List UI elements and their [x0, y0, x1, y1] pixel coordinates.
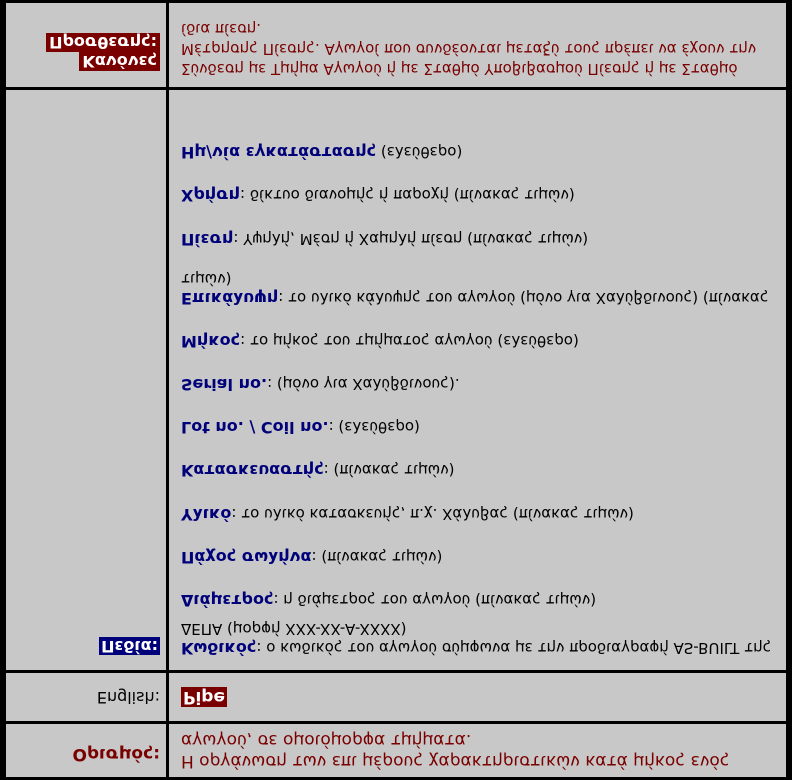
field-description: : το υλικό κατασκευής, π.χ. Χάλυβας (πίνακας τιμών): [231, 505, 634, 523]
field-item: [181, 229, 778, 249]
rules-label-cell: [6, 3, 166, 87]
english-cell: [169, 673, 786, 721]
field-item: [181, 269, 778, 308]
glossary-table: [3, 3, 789, 777]
field-name: Μήκος: [181, 332, 241, 351]
field-name: Διάμετρος: [181, 591, 274, 610]
fields-label: Πεδία:: [101, 637, 158, 656]
english-term: Pipe: [183, 687, 225, 707]
english-label: English:: [96, 688, 160, 707]
field-name: Υλικό: [181, 505, 232, 524]
rules-label-line2: Προσθεσης:: [46, 33, 160, 52]
field-description: : η διάμετρος του αγωγού (πίνακας τιμών): [273, 591, 597, 609]
field-description: : (πίνακας τιμών): [323, 461, 455, 479]
definition-label-cell: [6, 724, 166, 777]
field-item: [181, 547, 778, 567]
rules-text: Σύνδεση με Τμήμα Αγωγού ή με Σταθμό Υποβιβασμού Πίεσης ή με Σταθμό Μέτρησης Πίεσης. Αγωγοί που συνδέονται μεταξύ τους πρέπει να έχουν την ίδια πίεση.: [181, 20, 757, 78]
field-description: : το μήκος του τμήματος αγωγού (ελεύθερο): [240, 332, 579, 350]
field-name: Χρήση: [181, 186, 241, 205]
english-label-cell: [6, 673, 166, 721]
field-description: : (πίνακας τιμών): [311, 548, 443, 566]
rules-label-line1: Κανόνες: [79, 52, 160, 71]
field-name: Πίεση: [181, 230, 234, 249]
field-item: [181, 142, 778, 162]
field-item: [181, 619, 778, 658]
definition-cell: [169, 724, 786, 777]
rules-cell: [169, 3, 786, 87]
field-name: Επικάλυψη: [181, 289, 279, 308]
field-item: [181, 417, 778, 437]
field-name: Lot no. / Coil no.: [181, 418, 329, 437]
field-description: : (ελεύθερο): [328, 418, 420, 436]
field-item: [181, 331, 778, 351]
field-name: Κατασκευαστής: [181, 461, 324, 480]
field-description: : δίκτυο διανομής ή παροχή (πίνακας τιμών): [240, 186, 575, 204]
field-name: Πάχος σωλήνα: [181, 548, 312, 567]
field-description: : (μόνο για Χαλύβδινους).: [267, 375, 460, 393]
fields-label-cell: [6, 90, 166, 670]
definition-text: Η οργάνωση των επι μέρους χαρακτηριστικών κατά μήκος ενός αγωγού, σε ομοιόμορφα τμήματα.: [181, 730, 730, 771]
field-description: : Υψηλή, Μέση ή Χαμηλή πίεση (πίνακας τιμών): [233, 230, 589, 248]
field-item: [181, 185, 778, 205]
field-description: : ο κωδικός του αγωγού σύμφωνα με την προδιαγραφή AS-BUILT της ΔΕΠΑ (μορφή XXX-XX-A-XXXX): [181, 620, 772, 657]
field-item: [181, 504, 778, 524]
field-item: [181, 374, 778, 394]
field-description: : το υλικό κάλυψης του αγωγού (μόνο για Χαλύβδινους) (πίνακας τιμών): [181, 270, 769, 307]
field-name: Κωδικός: [181, 639, 257, 658]
field-description: (ελεύθερο): [376, 143, 463, 161]
definition-label: Ορισμός:: [72, 744, 160, 764]
field-name: Ημ/νία εγκατάστασης: [181, 143, 377, 162]
field-name: Serial no.: [181, 375, 268, 394]
field-item: [181, 460, 778, 480]
field-item: [181, 590, 778, 610]
fields-cell: [169, 90, 786, 670]
